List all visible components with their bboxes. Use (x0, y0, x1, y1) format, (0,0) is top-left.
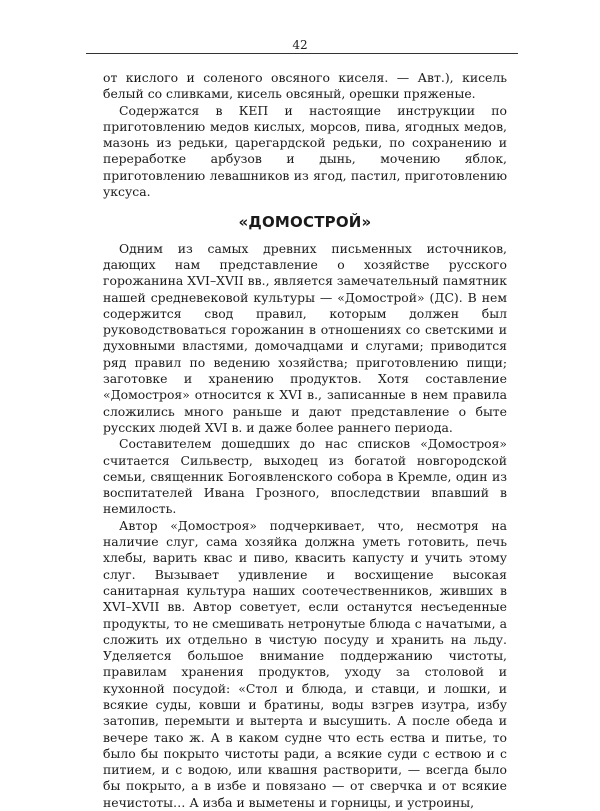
paragraph-author-sylvester: Составителем дошедших до нас списков «Домостроя» считается Сильвестр, выходец из богатой новгородской семьи, священник Богоявленского собора в Кремле, один из воспитателей Ивана Грозного, впоследствии впавший в немилость. (103, 436, 507, 517)
paragraph-kep-instructions: Содержатся в КЕП и настоящие инструкции по приготовлению медов кислых, морсов, пива, ягодных медов, мазонь из редьки, царегардской редьки, по сохранению и переработке арбузов и дынь, мочению яблок, приготовлению левашников из ягод, пастил, приготовлению уксуса. (103, 102, 507, 200)
paragraph-domostroy-intro: Одним из самых древних письменных источников, дающих нам представление о хозяйстве русского горожанина XVI–XVII вв., является замечательный памятник нашей средневековой культуры — «Домострой» (ДС). В нем содержится свод правил, которым должен был руководствоваться горожанин в отношениях со светскими и духовными властями, домочадцами и слугами; приводится ряд правил по ведению хозяйства; приготовлению пищи; заготовке и хранению продуктов. Хотя составление «Домостроя» относится к XVI в., записанные в нем правила сложились много раньше и дают представление о быте русских людей XVI в. и даже более раннего периода. (103, 240, 507, 435)
body-text (103, 70, 507, 811)
paragraph-hygiene: Автор «Домостроя» подчеркивает, что, несмотря на наличие слуг, сама хозяйка должна уметь готовить, печь хлебы, варить квас и пиво, квасить капусту и учить этому слуг. Вызывает удивление и восхищение высокая санитарная культура наших соотечественников, живших в XVI–XVII вв. Автор советует, если останутся несъеденные продукты, то не смешивать нетронутые блюда с начатыми, а сложить их отдельно в чистую посуду и хранить на льду. Уделяется большое внимание поддержанию чистоты, правилам хранения продуктов, уходу за столовой и кухонной посудой: «Стол и блюда, и ставци, и лошки, и всякие суды, ковши и братины, воды взгрев изутра, избу затопив, перемыти и вытерта и высушить. А после обеда и вечере тако ж. А в каком судне что есть ествa и питье, то было бы покрыто чистоты ради, а всякие суди с ествою и с питием, и с водою, или квашня растворити, — всегда было бы покрыто, а в избе и повязано — от сверчка и от всякие нечистоты… А изба и выметены и горницы, и устроины, (103, 517, 507, 810)
section-heading: «ДОМОСТРОЙ» (238, 213, 372, 232)
paragraph-continuation: от кислого и соленого овсяного киселя. — Авт.), кисель белый со сливками, кисель овсяный, орешки пряженые. (103, 70, 507, 102)
header-rule (86, 53, 518, 54)
page-number: 42 (292, 38, 308, 52)
